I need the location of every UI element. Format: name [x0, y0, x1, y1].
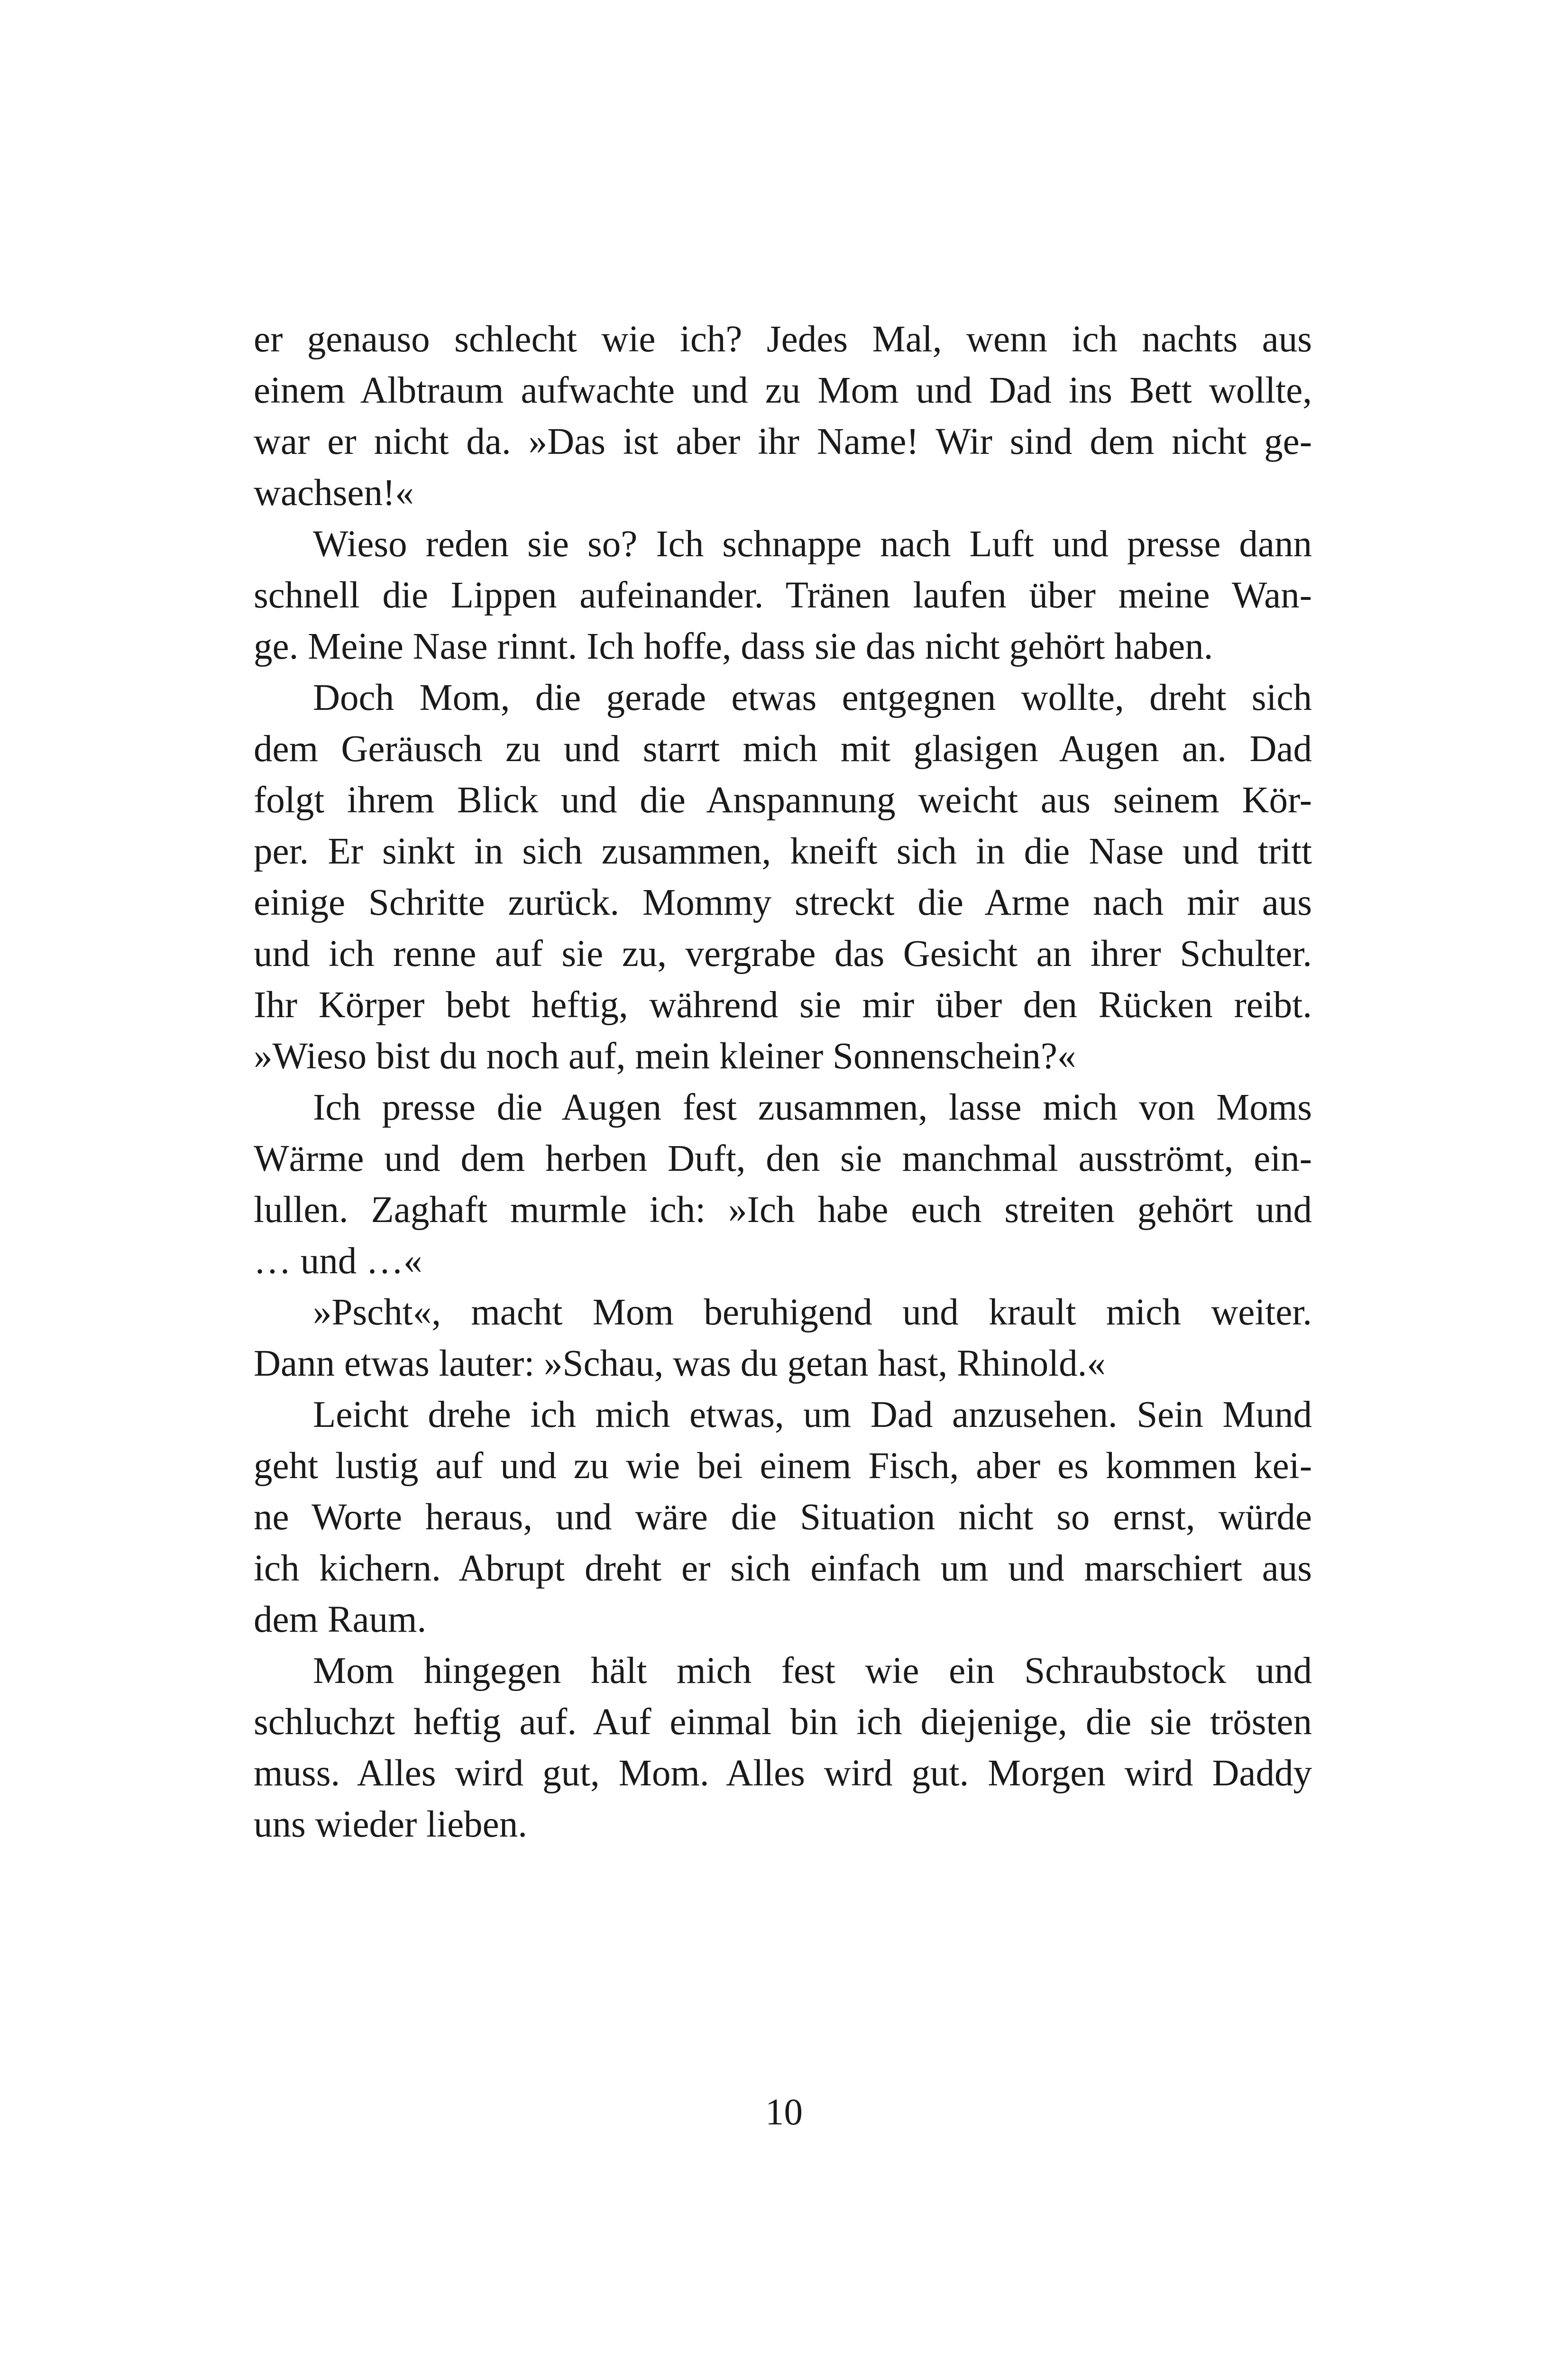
text-line: Doch Mom, die gerade etwas entgegnen wollte, dreht sich	[313, 677, 1312, 718]
text-line: und ich renne auf sie zu, vergrabe das Gesicht an ihrer Schulter.	[254, 933, 1312, 974]
text-line: uns wieder lieben.	[254, 1804, 527, 1845]
text-line: er genauso schlecht wie ich? Jedes Mal, wenn ich nachts aus	[254, 319, 1312, 360]
text-line: muss. Alles wird gut, Mom. Alles wird gut. Morgen wird Daddy	[254, 1753, 1312, 1794]
text-line: geht lustig auf und zu wie bei einem Fisch, aber es kommen kei-	[254, 1445, 1312, 1487]
text-line: lullen. Zaghaft murmle ich: »Ich habe euch streiten gehört und	[254, 1189, 1312, 1231]
text-line: ich kichern. Abrupt dreht er sich einfach um und marschiert aus	[254, 1548, 1312, 1589]
text-line: ge. Meine Nase rinnt. Ich hoffe, dass sie das nicht gehört haben.	[254, 626, 1213, 667]
text-line: war er nicht da. »Das ist aber ihr Name! Wir sind dem nicht ge-	[254, 421, 1312, 462]
text-line: Mom hingegen hält mich fest wie ein Schraubstock und	[313, 1650, 1312, 1691]
text-line: Ihr Körper bebt heftig, während sie mir über den Rücken reibt.	[254, 984, 1312, 1026]
text-line: per. Er sinkt in sich zusammen, kneift sich in die Nase und tritt	[254, 831, 1312, 872]
text-line: ne Worte heraus, und wäre die Situation nicht so ernst, würde	[254, 1497, 1312, 1538]
body-text	[254, 314, 1312, 1850]
text-line: schnell die Lippen aufeinander. Tränen laufen über meine Wan-	[254, 575, 1312, 616]
text-line: einem Albtraum aufwachte und zu Mom und Dad ins Bett wollte,	[254, 370, 1312, 411]
text-line: dem Geräusch zu und starrt mich mit glasigen Augen an. Dad	[254, 728, 1312, 770]
page-number: 10	[765, 2092, 803, 2133]
text-line: Wärme und dem herben Duft, den sie manchmal ausströmt, ein-	[254, 1138, 1312, 1179]
text-line: einige Schritte zurück. Mommy streckt die Arme nach mir aus	[254, 882, 1312, 923]
text-line: folgt ihrem Blick und die Anspannung weicht aus seinem Kör-	[254, 780, 1312, 821]
text-line: schluchzt heftig auf. Auf einmal bin ich diejenige, die sie trösten	[254, 1701, 1312, 1743]
text-line: wachsen!«	[254, 472, 414, 514]
text-line: Leicht drehe ich mich etwas, um Dad anzusehen. Sein Mund	[313, 1394, 1312, 1435]
text-line: Wieso reden sie so? Ich schnappe nach Luft und presse dann	[313, 524, 1312, 565]
text-line: … und …«	[254, 1241, 422, 1282]
text-line: dem Raum.	[254, 1599, 427, 1640]
text-line: »Wieso bist du noch auf, mein kleiner Sonnenschein?«	[254, 1036, 1076, 1077]
text-line: Ich presse die Augen fest zusammen, lasse mich von Moms	[313, 1087, 1312, 1128]
text-line: »Pscht«, macht Mom beruhigend und krault mich weiter.	[313, 1292, 1312, 1333]
text-line: Dann etwas lauter: »Schau, was du getan hast, Rhinold.«	[254, 1343, 1106, 1384]
